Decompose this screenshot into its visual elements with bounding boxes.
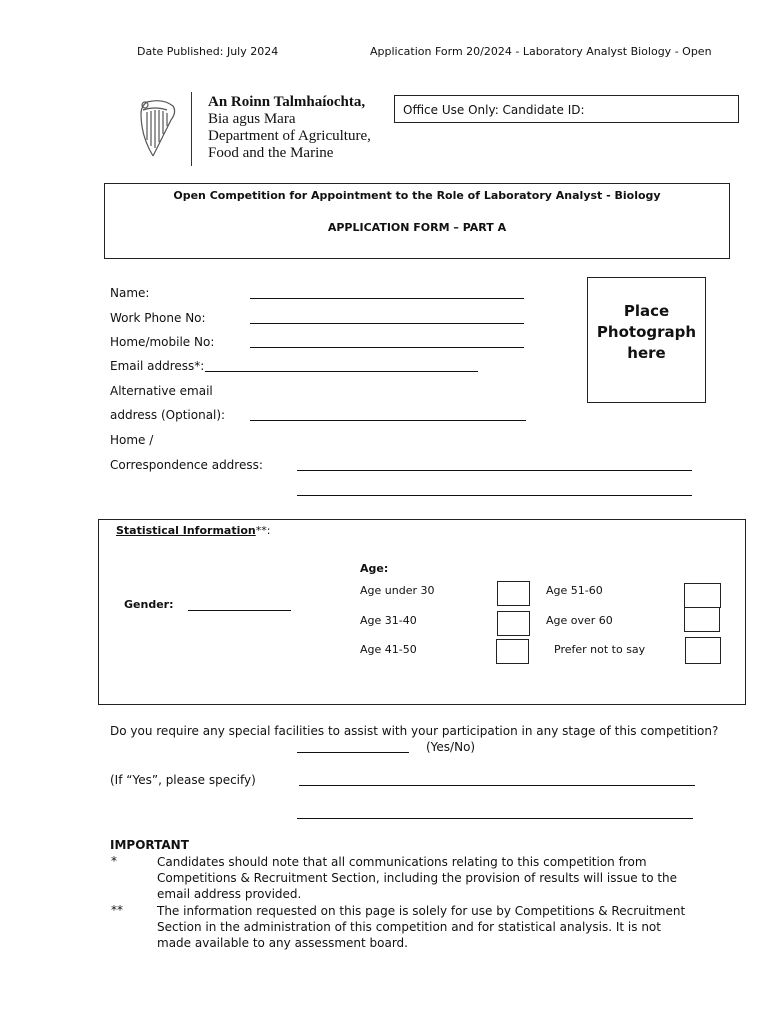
note1-text: Candidates should note that all communications relating to this competition from Competitions & Recruitment Section, including the provision of results will issue to the email address provided. <box>157 855 678 901</box>
address-field-line1[interactable] <box>297 470 692 471</box>
gender-label: Gender: <box>124 598 174 611</box>
note2-marker: ** <box>111 903 123 917</box>
important-heading: IMPORTANT <box>110 838 189 852</box>
age-option-under-30: Age under 30 <box>360 584 435 597</box>
note1-marker: * <box>111 854 117 868</box>
department-english-line1: Department of Agriculture, <box>208 128 371 144</box>
office-use-box <box>394 95 739 123</box>
alt-email-field[interactable] <box>250 420 526 421</box>
form-subtitle: APPLICATION FORM – PART A <box>327 221 507 234</box>
facilities-specify-field-line1[interactable] <box>299 785 695 786</box>
home-address-label-2: Correspondence address: <box>110 458 263 472</box>
email-field[interactable] <box>205 371 478 372</box>
photo-box-text <box>588 301 705 364</box>
facilities-question: Do you require any special facilities to assist with your participation in any stage of this competition? <box>110 724 719 738</box>
photo-box <box>587 277 706 403</box>
checkbox-age-under-30[interactable] <box>497 581 530 606</box>
age-option-over-60: Age over 60 <box>546 614 613 627</box>
age-label: Age: <box>360 562 389 575</box>
facilities-specify-field-line2[interactable] <box>297 818 693 819</box>
statistical-info-title: Statistical Information <box>116 524 256 537</box>
department-english-line2: Food and the Marine <box>208 145 334 161</box>
age-option-prefer-not: Prefer not to say <box>554 643 646 656</box>
checkbox-age-31-40[interactable] <box>497 611 530 636</box>
checkbox-prefer-not-to-say[interactable] <box>685 637 721 664</box>
age-option-31-40: Age 31-40 <box>360 614 417 627</box>
name-label: Name: <box>110 286 150 300</box>
facilities-yes-no-label: (Yes/No) <box>426 740 476 754</box>
department-irish-line2: Bia agus Mara <box>208 111 296 127</box>
alt-email-label-1: Alternative email <box>110 384 213 398</box>
date-published: Date Published: July 2024 <box>137 45 279 58</box>
facilities-specify-label: (If “Yes”, please specify) <box>110 773 256 787</box>
photo-line2: Photograph <box>596 323 697 341</box>
home-mobile-label: Home/mobile No: <box>110 335 215 349</box>
logo-divider <box>191 92 192 166</box>
address-field-line2[interactable] <box>297 495 692 496</box>
facilities-yes-no-field[interactable] <box>297 752 409 753</box>
email-label: Email address*: <box>110 359 205 373</box>
photo-line3: here <box>627 344 666 362</box>
checkbox-age-51-60[interactable] <box>684 583 721 608</box>
department-irish-line1: An Roinn Talmhaíochta, <box>208 94 366 110</box>
work-phone-label: Work Phone No: <box>110 311 206 325</box>
gender-field[interactable] <box>188 610 291 611</box>
form-reference: Application Form 20/2024 - Laboratory Analyst Biology - Open <box>370 45 712 58</box>
home-address-label-1: Home / <box>110 433 154 447</box>
statistical-info-box <box>98 519 746 705</box>
age-option-41-50: Age 41-50 <box>360 643 417 656</box>
age-option-51-60: Age 51-60 <box>546 584 603 597</box>
note2-text: The information requested on this page is solely for use by Competitions & Recruitment Section in the administration of this competition and for statistical analysis. It is not made available to any assessment board. <box>157 904 686 950</box>
statistical-info-suffix: **: <box>255 524 271 537</box>
title-box <box>104 183 730 259</box>
checkbox-age-over-60[interactable] <box>684 607 720 632</box>
name-field[interactable] <box>250 298 524 299</box>
work-phone-field[interactable] <box>250 323 524 324</box>
competition-title: Open Competition for Appointment to the Role of Laboratory Analyst - Biology <box>173 189 661 202</box>
home-mobile-field[interactable] <box>250 347 524 348</box>
checkbox-age-41-50[interactable] <box>496 639 529 664</box>
photo-line1: Place <box>623 302 670 320</box>
alt-email-label-2: address (Optional): <box>110 408 226 422</box>
department-name <box>208 94 371 162</box>
harp-logo-icon <box>133 96 179 162</box>
statistical-info-heading <box>116 524 270 537</box>
office-use-label: Office Use Only: Candidate ID: <box>403 103 585 117</box>
